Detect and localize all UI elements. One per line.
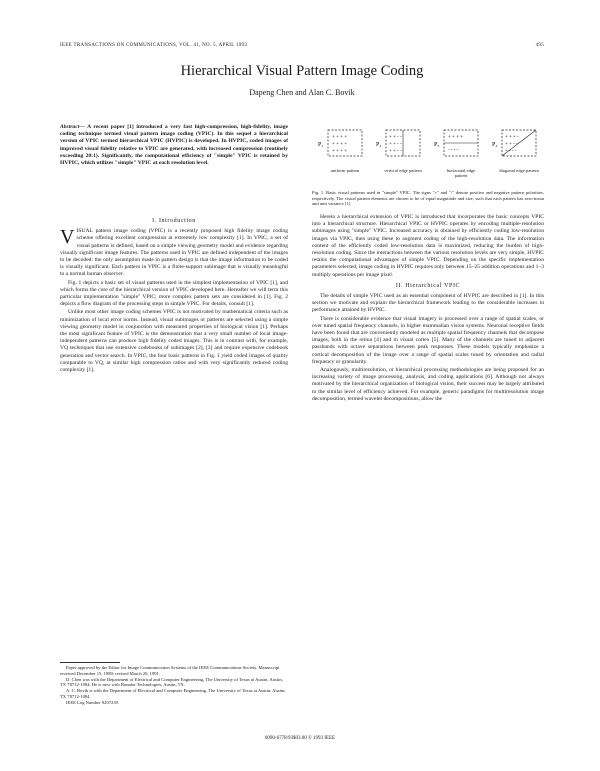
svg-text:P₃: P₃: [434, 142, 440, 148]
svg-text:+ + - -: + + - -: [389, 149, 402, 154]
footnote-1: Paper approved by the Editor for Image Communication Systems of the IEEE Communications Society. Manuscript received December 15, 1989; revised March 20, 1991.: [60, 665, 280, 676]
intro-paragraph-3: Unlike most other image coding schemes VPIC is not motivated by mathematical criteria such as minimization of local error norms. Instead, visual subimages or patterns are selected using a simple viewing geometry model in conjunction with measured properties of biological vision [1]. Perhaps the most significant feature of VPIC is the demonstration that a very small number of local image-independent patterns can produce high fidelity coded images. This is in contrast with, for example, VQ techniques that use extensive codebooks of subimages [2], [3] and require expensive codebook generation and vector search. In VPIC, the four basic patterns in Fig. 1 yield coded images of quality comparable to VQ, at similar high compression ratios and with very significantly reduced coding complexity [1].: [60, 309, 288, 374]
svg-text:+ + + -: + + + -: [505, 135, 519, 140]
footnote-2: D. Chen was with the Department of Electrical and Computer Engineering, The University of Texas at Austin, Austin, TX 78712-1084. He is now with Bonnier Technologies, Austin, TX.: [60, 676, 283, 688]
right-paragraph-3: There is considerable evidence that visual imagery is processed over a range of spatial scales, or over tuned spatial frequency channels, in higher mammalian vision systems. Neuronal receptive fields have been found that are conveniently modeled as multiple spatial frequency channels that decompose images, both in the retina [4] and in visual cortex [5]. Many of the channels are tuned to adjacent passbands with octave separations between peak responses. These models typically emphasize a cortical decomposition of the image over a range of spatial scales tuned by orientation and radial frequency or granularity.: [312, 315, 544, 365]
footnote-rule: [60, 662, 120, 663]
paper-authors: Dapeng Chen and Alan C. Bovik: [249, 88, 355, 97]
svg-text:+ + - -: + + - -: [505, 142, 518, 147]
right-column-text: [312, 214, 544, 404]
figure-label-diagonal: diagonal edge pattern: [499, 168, 539, 173]
abstract-text: — A recent paper [1] introduced a very fast high-compression, high-fidelity, image coding technique termed visual pattern image coding (VPIC). In this sequel a hierarchical version of VPIC termed hierarchical VPIC (HVPIC) is developed. In HVPIC, coded images of improved visual fidelity relative to VPIC are generated, with increased compression (routinely exceeding 20:1). Significantly, the computational efficiency of "simple" VPIC is retained by HVPIC, which utilizes "simple" VPIC at each resolution level.: [60, 124, 288, 167]
paper-title: Hierarchical Visual Pattern Image Coding: [180, 63, 424, 79]
svg-text:+ + - -: + + - -: [389, 142, 402, 147]
horizontal-edge-pattern: [434, 130, 478, 156]
journal-name: IEEE TRANSACTIONS ON COMMUNICATIONS, VOL. 41, NO. 5, APRIL 1993: [60, 43, 248, 48]
vertical-edge-pattern: [376, 130, 420, 156]
footnote-3: A. C. Bovik is with the Department of Electrical and Computer Engineering, The University of Texas at Austin, Austin, TX 78712-1084.: [60, 688, 286, 699]
svg-text:+ + + +: + + + +: [332, 135, 348, 140]
running-header: [60, 43, 544, 48]
svg-text:+ + + +: + + + +: [332, 142, 348, 147]
figure-1-patterns: [312, 120, 544, 170]
figure-1-caption: Fig. 1. Basic visual patterns used in "simple" VPIC. The signs "+" and "-" denote positive and negative pattern polarities, respectively. The visual pattern elements are chosen to be of equal magnitude and size, such that each pattern has zero-mean and unit variance [1].: [312, 190, 544, 207]
svg-text:+ + + +: + + + +: [332, 149, 348, 154]
uniform-pattern: [318, 130, 362, 156]
svg-text:P₂: P₂: [376, 142, 382, 148]
right-paragraph-4: Analogously, multiresolution, or hierarchical processing methodologies are being proposed for an increasing variety of image processing, analysis, and coding applications [6]. Although not always motivated by the hierarchical organization of biological vision, their success may be largely attributed to the similar level of efficiency achieved. For example, generic paradigms for multiresolution image decomposition, termed wavelet decompositions, allow the: [312, 367, 544, 402]
drop-cap: V: [60, 226, 75, 249]
abstract-label: Abstract: [60, 124, 80, 130]
diagonal-edge-pattern: [492, 130, 536, 156]
svg-text:P₄: P₄: [492, 142, 498, 148]
figure-label-horizontal: horizontal edge pattern: [446, 168, 476, 178]
section-heading-introduction: I. Introduction: [152, 218, 196, 224]
svg-text:+ - - -: + - - -: [505, 149, 517, 154]
svg-text:+ + + +: + + + +: [448, 135, 464, 140]
copyright-line: 0090-6778/93$03.00 © 1993 IEEE: [264, 736, 336, 741]
intro-paragraph-1: VISUAL pattern image coding (VPIC) is a recently proposed high fidelity image coding scheme offering excellent compression at extremely low complexity [1]. In VPIC, a set of visual patterns is defined, based on a simple viewing geometry model and evidence regarding visually significant image features. The patterns used in VPIC are defined independent of the images to be decoded: the only assumption made in pattern design is that the image information to be coded is visually significant. Each pattern in VPIC is a finite-support subimage that is visually meaningful to a normal human observer.: [60, 226, 288, 278]
footnote-4: IEEE Log Number 9207239.: [66, 699, 120, 705]
figure-label-vertical: vertical edge pattern: [384, 168, 422, 173]
page-number: 495: [535, 43, 544, 48]
abstract: [60, 124, 288, 167]
right-paragraph-1: Herein a hierarchical extension of VPIC is introduced that incorporates the basic concepts VPIC into a hierarchical structure. Hierarchical VPIC or HVPIC operates by encoding multiple-resolution subimages using "simple" VPIC. Increased accuracy is obtained by efficiently coding low-resolution images via VPIC, then using these to augment coding of the high-resolution data. The information content of the efficiently coded low-resolution data is maximized, reducing the burden of high-resolution coding. Since the interactions between the various resolution levels are very simple, HVPIC retains the computational advantages of simple VPIC. Depending on the specific implementation parameters selected, image coding in HVPIC requires only between 15–25 addition operations and 1–3 multiply operations per image pixel.: [312, 214, 544, 278]
svg-text:- - - -: - - - -: [448, 148, 459, 153]
section-introduction: [60, 214, 288, 375]
right-paragraph-2: The details of simple VPIC used as an essential component of HVPIC are described in [1]. In this section we motivate and explain the hierarchical framework leading to the considerable increases in performance attained by HVPIC.: [312, 293, 544, 314]
footnote: [60, 660, 288, 706]
svg-text:+ + - -: + + - -: [389, 135, 402, 140]
svg-text:P₁: P₁: [318, 142, 324, 148]
section-heading-hvpic: II. Hierarchical VPIC: [395, 282, 461, 289]
figure-label-uniform: uniform pattern: [330, 168, 360, 173]
figure-1: [312, 120, 544, 190]
intro-paragraph-2: Fig. 1 depicts a basic set of visual patterns used in the simplest implementation of VPIC [1], and which forms the core of the hierarchical version of VPIC developed here. Hereafter we will term this particular implementation "simple" VPIC; more complex pattern sets are considered in [1]. Fig. 2 depicts a flow diagram of the processing steps in simple VPIC. For details, consult [1].: [60, 279, 288, 308]
